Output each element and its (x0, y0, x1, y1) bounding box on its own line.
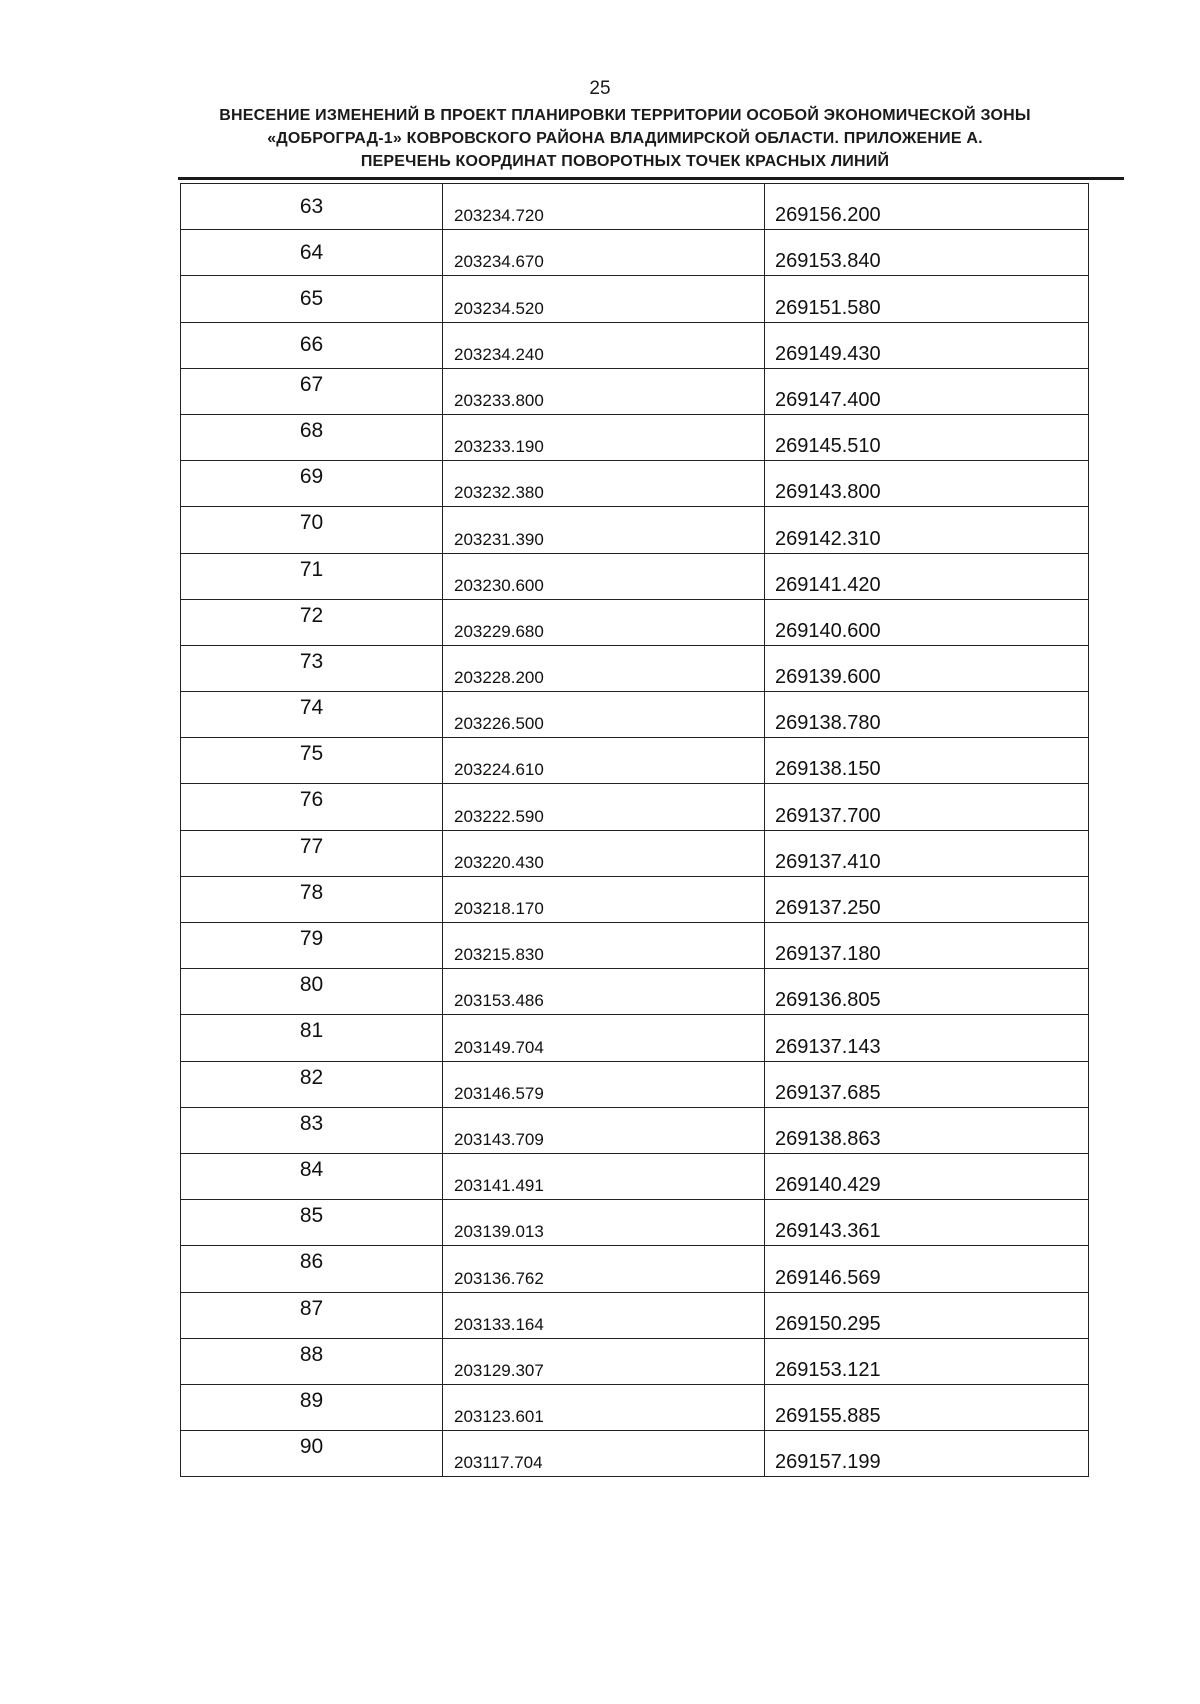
table-row (181, 599, 1089, 645)
table-row (181, 830, 1089, 876)
y-coordinate-cell: 269137.700 (765, 784, 1089, 830)
y-coordinate-cell: 269157.199 (765, 1431, 1089, 1477)
x-coordinate-cell: 203228.200 (443, 645, 765, 691)
x-coordinate-cell: 203233.190 (443, 414, 765, 460)
x-coordinate-cell: 203133.164 (443, 1292, 765, 1338)
point-number-cell: 71 (181, 553, 443, 599)
y-coordinate-cell: 269137.143 (765, 1015, 1089, 1061)
table-row (181, 368, 1089, 414)
point-number-cell: 76 (181, 784, 443, 830)
y-coordinate-cell: 269156.200 (765, 184, 1089, 230)
y-coordinate-cell: 269137.410 (765, 830, 1089, 876)
table-row (181, 1246, 1089, 1292)
table-row (181, 969, 1089, 1015)
x-coordinate-cell: 203222.590 (443, 784, 765, 830)
table-row (181, 322, 1089, 368)
point-number-cell: 65 (181, 276, 443, 322)
point-number-cell: 90 (181, 1431, 443, 1477)
table-row (181, 784, 1089, 830)
page-number: 25 (589, 78, 611, 99)
y-coordinate-cell: 269147.400 (765, 368, 1089, 414)
table-row (181, 1384, 1089, 1430)
y-coordinate-cell: 269141.420 (765, 553, 1089, 599)
table-row (181, 1153, 1089, 1199)
y-coordinate-cell: 269143.361 (765, 1200, 1089, 1246)
y-coordinate-cell: 269138.150 (765, 738, 1089, 784)
x-coordinate-cell: 203234.240 (443, 322, 765, 368)
x-coordinate-cell: 203146.579 (443, 1061, 765, 1107)
y-coordinate-cell: 269140.429 (765, 1153, 1089, 1199)
x-coordinate-cell: 203234.720 (443, 184, 765, 230)
point-number-cell: 63 (181, 184, 443, 230)
x-coordinate-cell: 203129.307 (443, 1338, 765, 1384)
header-line-1: ВНЕСЕНИЕ ИЗМЕНЕНИЙ В ПРОЕКТ ПЛАНИРОВКИ ТЕРРИТОРИИ ОСОБОЙ ЭКОНОМИЧЕСКОЙ ЗОНЫ (219, 107, 1031, 124)
point-number-cell: 74 (181, 692, 443, 738)
y-coordinate-cell: 269140.600 (765, 599, 1089, 645)
table-row (181, 645, 1089, 691)
x-coordinate-cell: 203224.610 (443, 738, 765, 784)
x-coordinate-cell: 203220.430 (443, 830, 765, 876)
point-number-cell: 68 (181, 414, 443, 460)
x-coordinate-cell: 203233.800 (443, 368, 765, 414)
y-coordinate-cell: 269139.600 (765, 645, 1089, 691)
y-coordinate-cell: 269149.430 (765, 322, 1089, 368)
point-number-cell: 79 (181, 923, 443, 969)
table-row (181, 1061, 1089, 1107)
table-row (181, 1338, 1089, 1384)
y-coordinate-cell: 269150.295 (765, 1292, 1089, 1338)
table-row (181, 461, 1089, 507)
x-coordinate-cell: 203153.486 (443, 969, 765, 1015)
table-row (181, 692, 1089, 738)
point-number-cell: 82 (181, 1061, 443, 1107)
point-number-cell: 73 (181, 645, 443, 691)
y-coordinate-cell: 269137.685 (765, 1061, 1089, 1107)
x-coordinate-cell: 203149.704 (443, 1015, 765, 1061)
table-row (181, 553, 1089, 599)
point-number-cell: 88 (181, 1338, 443, 1384)
point-number-cell: 64 (181, 230, 443, 276)
y-coordinate-cell: 269143.800 (765, 461, 1089, 507)
y-coordinate-cell: 269153.840 (765, 230, 1089, 276)
y-coordinate-cell: 269136.805 (765, 969, 1089, 1015)
table-row (181, 507, 1089, 553)
point-number-cell: 85 (181, 1200, 443, 1246)
x-coordinate-cell: 203215.830 (443, 923, 765, 969)
x-coordinate-cell: 203232.380 (443, 461, 765, 507)
table-row (181, 184, 1089, 230)
x-coordinate-cell: 203234.520 (443, 276, 765, 322)
table-row (181, 1292, 1089, 1338)
table-row (181, 923, 1089, 969)
point-number-cell: 83 (181, 1107, 443, 1153)
x-coordinate-cell: 203231.390 (443, 507, 765, 553)
table-row (181, 876, 1089, 922)
table-row (181, 414, 1089, 460)
point-number-cell: 75 (181, 738, 443, 784)
table-row (181, 738, 1089, 784)
x-coordinate-cell: 203123.601 (443, 1384, 765, 1430)
header-divider (178, 177, 1124, 180)
table-row (181, 1431, 1089, 1477)
point-number-cell: 78 (181, 876, 443, 922)
point-number-cell: 70 (181, 507, 443, 553)
x-coordinate-cell: 203226.500 (443, 692, 765, 738)
x-coordinate-cell: 203143.709 (443, 1107, 765, 1153)
y-coordinate-cell: 269153.121 (765, 1338, 1089, 1384)
y-coordinate-cell: 269137.180 (765, 923, 1089, 969)
table-row (181, 1200, 1089, 1246)
header-line-3: ПЕРЕЧЕНЬ КООРДИНАТ ПОВОРОТНЫХ ТОЧЕК КРАСНЫХ ЛИНИЙ (360, 153, 890, 170)
x-coordinate-cell: 203218.170 (443, 876, 765, 922)
x-coordinate-cell: 203139.013 (443, 1200, 765, 1246)
x-coordinate-cell: 203229.680 (443, 599, 765, 645)
point-number-cell: 81 (181, 1015, 443, 1061)
point-number-cell: 77 (181, 830, 443, 876)
table-row (181, 1015, 1089, 1061)
table-row (181, 276, 1089, 322)
y-coordinate-cell: 269146.569 (765, 1246, 1089, 1292)
point-number-cell: 80 (181, 969, 443, 1015)
x-coordinate-cell: 203141.491 (443, 1153, 765, 1199)
y-coordinate-cell: 269145.510 (765, 414, 1089, 460)
table-row (181, 1107, 1089, 1153)
y-coordinate-cell: 269138.863 (765, 1107, 1089, 1153)
point-number-cell: 69 (181, 461, 443, 507)
y-coordinate-cell: 269155.885 (765, 1384, 1089, 1430)
point-number-cell: 66 (181, 322, 443, 368)
coordinates-table-body (181, 184, 1089, 1477)
point-number-cell: 72 (181, 599, 443, 645)
point-number-cell: 89 (181, 1384, 443, 1430)
point-number-cell: 67 (181, 368, 443, 414)
point-number-cell: 86 (181, 1246, 443, 1292)
coordinates-table (180, 183, 1089, 1477)
x-coordinate-cell: 203230.600 (443, 553, 765, 599)
point-number-cell: 87 (181, 1292, 443, 1338)
document-header (160, 104, 1090, 173)
y-coordinate-cell: 269142.310 (765, 507, 1089, 553)
y-coordinate-cell: 269138.780 (765, 692, 1089, 738)
point-number-cell: 84 (181, 1153, 443, 1199)
y-coordinate-cell: 269137.250 (765, 876, 1089, 922)
y-coordinate-cell: 269151.580 (765, 276, 1089, 322)
x-coordinate-cell: 203117.704 (443, 1431, 765, 1477)
x-coordinate-cell: 203136.762 (443, 1246, 765, 1292)
x-coordinate-cell: 203234.670 (443, 230, 765, 276)
header-line-2: «ДОБРОГРАД-1» КОВРОВСКОГО РАЙОНА ВЛАДИМИРСКОЙ ОБЛАСТИ. ПРИЛОЖЕНИЕ А. (267, 130, 983, 147)
table-row (181, 230, 1089, 276)
